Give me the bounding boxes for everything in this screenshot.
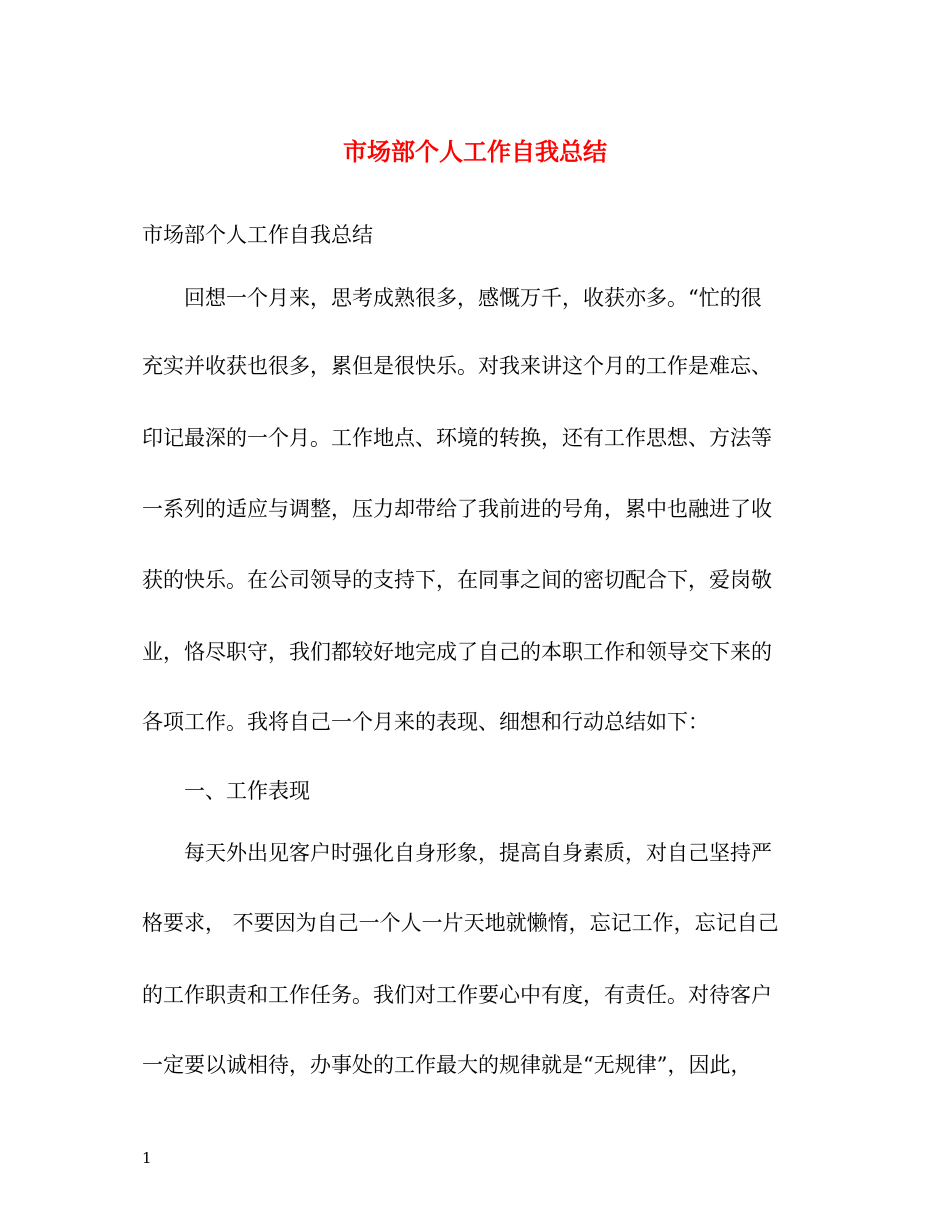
document-title: 市场部个人工作自我总结 — [343, 137, 607, 166]
paragraph-2-line-3: 的工作职责和工作任务。我们对工作要心中有度，有责任。对待客户 — [142, 983, 772, 1007]
page-number: 1 — [142, 1149, 152, 1167]
document-subtitle: 市场部个人工作自我总结 — [142, 223, 373, 247]
paragraph-2-line-1: 每天外出见客户时强化自身形象，提高自身素质，对自己坚持严 — [184, 841, 772, 865]
paragraph-1-line-5: 获的快乐。在公司领导的支持下，在同事之间的密切配合下，爱岗敬 — [142, 568, 772, 592]
paragraph-1-line-2: 充实并收获也很多，累但是很快乐。对我来讲这个月的工作是难忘、 — [142, 354, 772, 378]
section-heading: 一、工作表现 — [184, 779, 310, 803]
paragraph-1-line-7: 各项工作。我将自己一个月来的表现、细想和行动总结如下： — [142, 710, 709, 734]
paragraph-2-line-2: 格要求， 不要因为自己一个人一片天地就懒惰，忘记工作，忘记自己 — [142, 911, 779, 935]
paragraph-1-line-3: 印记最深的一个月。工作地点、环境的转换，还有工作思想、方法等 — [142, 426, 772, 450]
paragraph-1-line-1: 回想一个月来，思考成熟很多，感慨万千，收获亦多。“忙的很 — [184, 286, 762, 310]
paragraph-2-line-4: 一定要以诚相待，办事处的工作最大的规律就是“无规律”，因此， — [142, 1053, 752, 1077]
paragraph-1-line-6: 业，恪尽职守，我们都较好地完成了自己的本职工作和领导交下来的 — [142, 640, 772, 664]
paragraph-1-line-4: 一系列的适应与调整，压力却带给了我前进的号角，累中也融进了收 — [142, 497, 772, 521]
